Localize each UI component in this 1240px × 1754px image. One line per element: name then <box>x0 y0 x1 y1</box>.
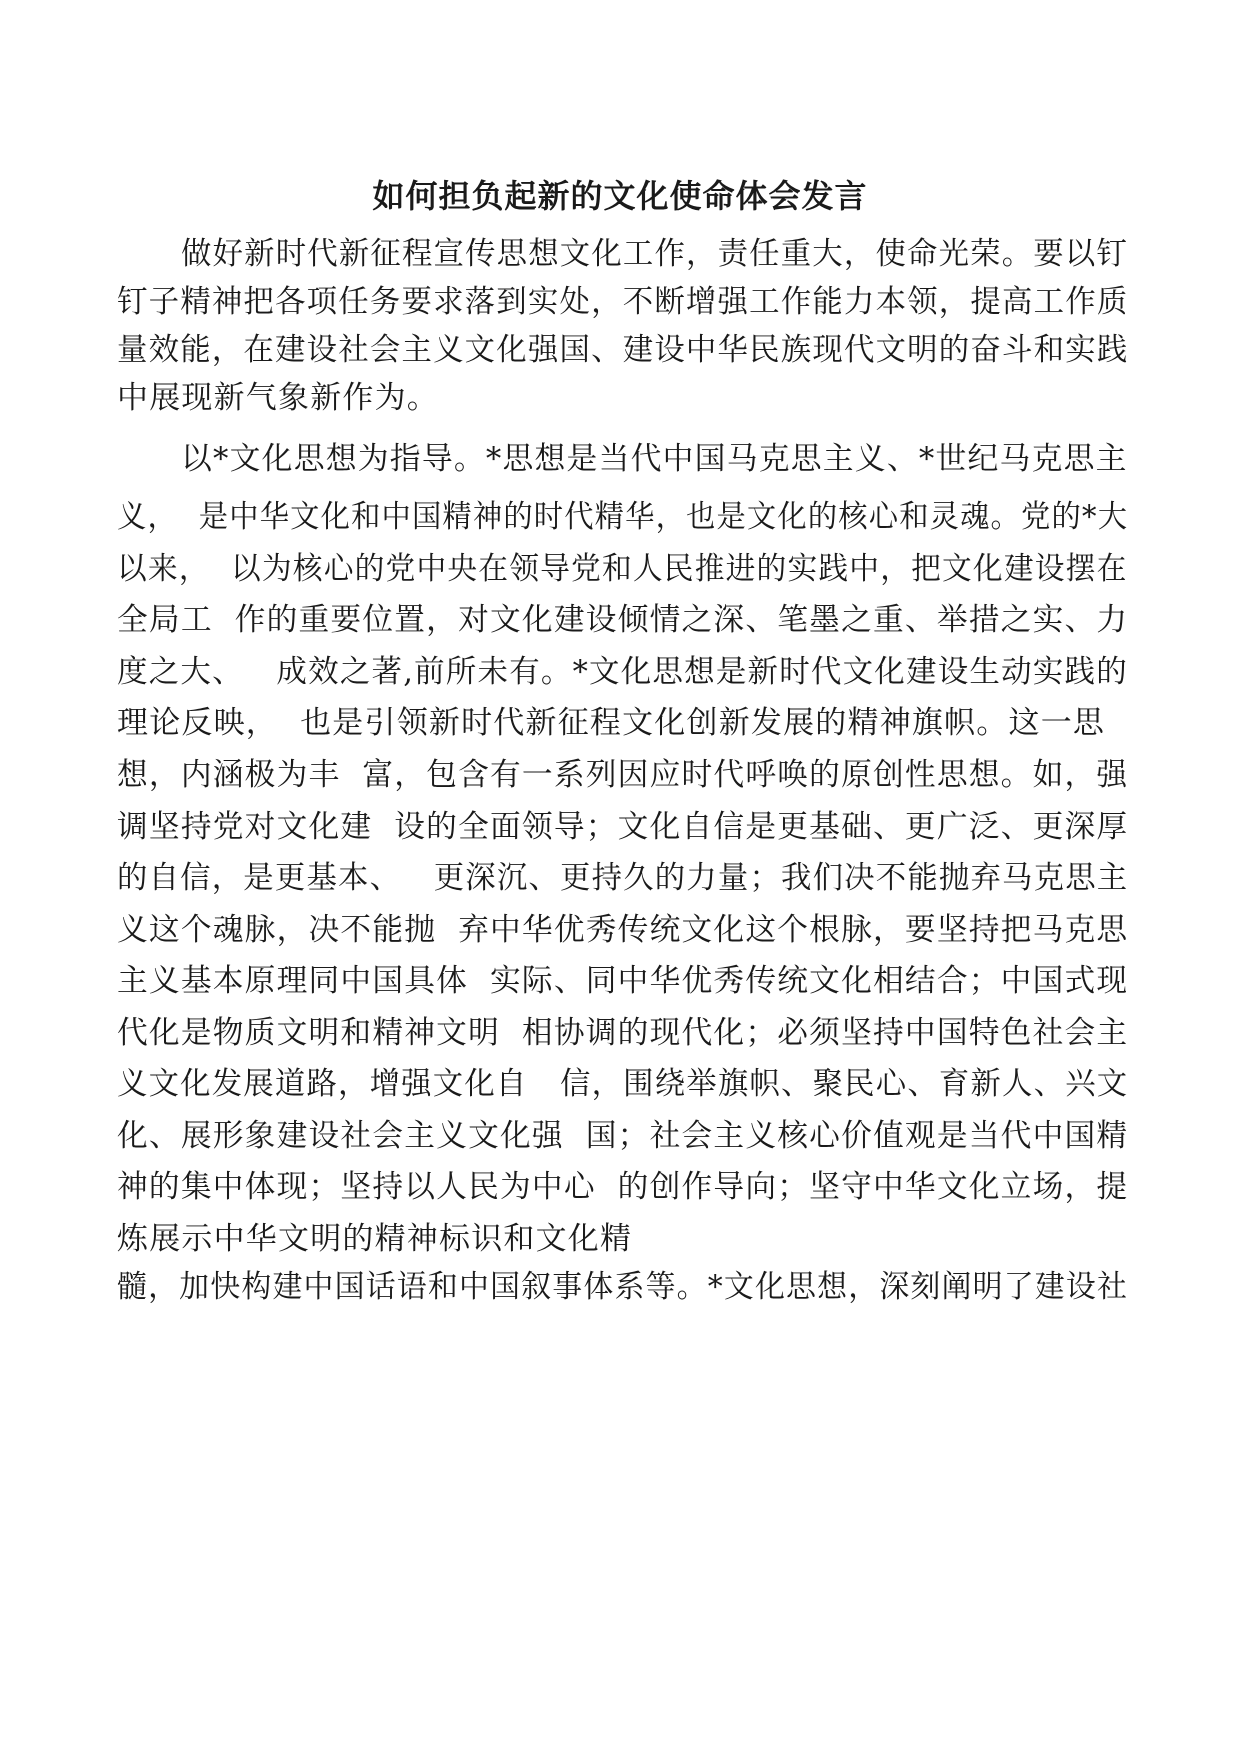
paragraph-line: 主义基本原理同中国具体 实际、同中华优秀传统文化相结合；中国式现 <box>117 963 1129 999</box>
paragraph-line: 调坚持党对文化建 设的全面领导；文化自信是更基础、更广泛、更深厚 <box>117 809 1129 845</box>
paragraph-line: 炼展示中华文明的精神标识和文化精 <box>117 1221 633 1257</box>
paragraph-line: 化、展形象建设社会主义文化强 国；社会主义核心价值观是当代中国精 <box>117 1118 1129 1154</box>
paragraph-line: 的自信，是更基本、 更深沉、更持久的力量；我们决不能抛弃马克思主 <box>117 860 1129 896</box>
paragraph-line: 义文化发展道路，增强文化自 信，围绕举旗帜、聚民心、育新人、兴文 <box>117 1066 1129 1102</box>
paragraph-line: 以来， 以为核心的党中央在领导党和人民推进的实践中，把文化建设摆在 <box>117 551 1128 587</box>
paragraph-line: 神的集中体现；坚持以人民为中心 的创作导向；坚守中华文化立场，提 <box>117 1169 1129 1205</box>
paragraph-line: 理论反映， 也是引领新时代新征程文化创新发展的精神旗帜。这一思 <box>117 705 1106 741</box>
paragraph-line: 髓，加快构建中国话语和中国叙事体系等。*文化思想，深刻阐明了建设社 <box>117 1269 1129 1305</box>
paragraph-line: 想，内涵极为丰 富，包含有一系列因应时代呼唤的原创性思想。如，强 <box>117 757 1129 793</box>
paragraph-line: 全局工 作的重要位置，对文化建设倾情之深、笔墨之重、举措之实、力 <box>117 602 1129 638</box>
paragraph-line: 中展现新气象新作为。 <box>117 380 439 416</box>
paragraph-line: 代化是物质文明和精神文明 相协调的现代化；必须坚持中国特色社会主 <box>117 1015 1129 1051</box>
paragraph-line: 度之大、 成效之著,前所未有。*文化思想是新时代文化建设生动实践的 <box>117 654 1128 690</box>
paragraph-line: 以*文化思想为指导。*思想是当代中国马克思主义、*世纪马克思主 <box>181 441 1128 477</box>
paragraph-line: 义这个魂脉，决不能抛 弃中华优秀传统文化这个根脉，要坚持把马克思 <box>117 912 1129 948</box>
paragraph-line: 做好新时代新征程宣传思想文化工作，责任重大，使命光荣。要以钉 <box>181 236 1128 272</box>
paragraph-line: 量效能，在建设社会主义文化强国、建设中华民族现代文明的奋斗和实践 <box>117 332 1129 368</box>
document-title: 如何担负起新的文化使命体会发言 <box>372 177 868 215</box>
paragraph-line: 钉子精神把各项任务要求落到实处，不断增强工作能力本领，提高工作质 <box>117 284 1129 320</box>
paragraph-line: 义， 是中华文化和中国精神的时代精华，也是文化的核心和灵魂。党的*大 <box>117 499 1129 535</box>
